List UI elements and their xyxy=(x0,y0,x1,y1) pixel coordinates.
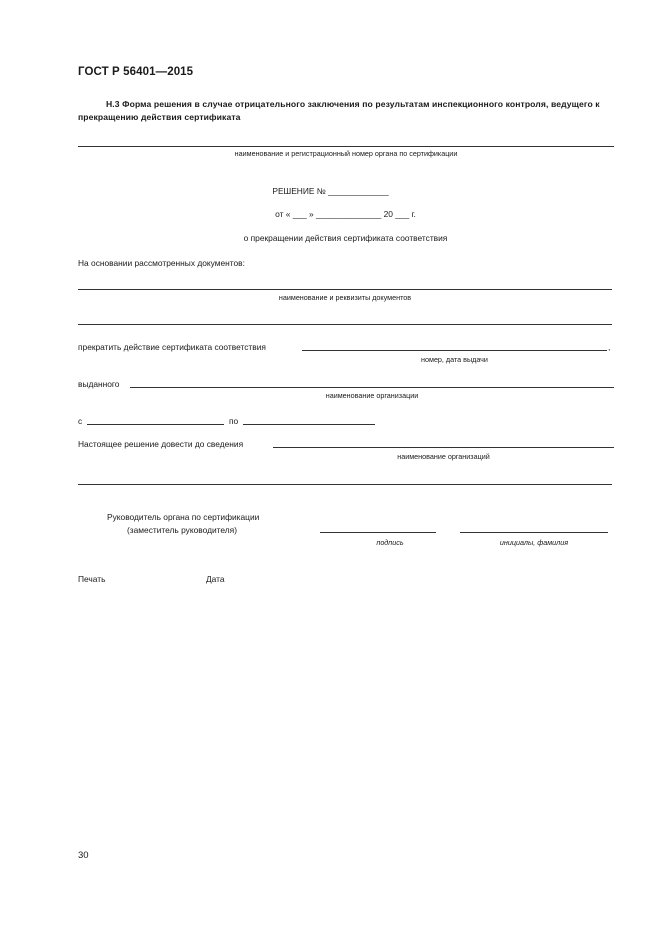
certificate-number-line xyxy=(302,350,607,351)
head-title-line1: Руководитель органа по сертификации xyxy=(107,512,260,522)
date-label: Дата xyxy=(206,574,225,584)
head-title-line2: (заместитель руководителя) xyxy=(127,525,237,535)
stamp-label: Печать xyxy=(78,574,106,584)
decision-date: от « ___ » ______________ 20 ___ г. xyxy=(275,209,416,219)
decision-subject: о прекращении действия сертификата соответствия xyxy=(243,233,448,243)
section-title xyxy=(78,98,618,123)
basis-label: На основании рассмотренных документов: xyxy=(78,258,245,268)
to-date-line xyxy=(243,424,375,425)
notify-caption: наименование организаций xyxy=(397,452,490,461)
decision-title: РЕШЕНИЕ № _____________ xyxy=(272,186,389,196)
signature-line xyxy=(320,532,436,533)
signature-caption: подпись xyxy=(376,538,404,547)
documents-caption: наименование и реквизиты документов xyxy=(278,293,412,302)
section-title-text: Н.3 Форма решения в случае отрицательного заключения по результатам инспекционного контроля, ведущего к прекращению действия сертификата xyxy=(78,99,600,122)
certification-body-line xyxy=(78,146,614,147)
notify-line-2 xyxy=(78,484,612,485)
notify-label: Настоящее решение довести до сведения xyxy=(78,439,244,449)
name-caption: инициалы, фамилия xyxy=(499,538,569,547)
terminate-caption: номер, дата выдачи xyxy=(421,355,488,364)
from-label: с xyxy=(78,416,83,426)
organization-caption: наименование организации xyxy=(325,391,419,400)
notify-organizations-line xyxy=(273,447,614,448)
document-code: ГОСТ Р 56401—2015 xyxy=(78,66,194,78)
name-line xyxy=(460,532,608,533)
terminate-comma: , xyxy=(608,342,611,352)
issued-label: выданного xyxy=(78,379,120,389)
certification-body-caption: наименование и регистрационный номер органа по сертификации xyxy=(234,149,458,158)
documents-line-2 xyxy=(78,324,612,325)
documents-line xyxy=(78,289,612,290)
from-date-line xyxy=(87,424,224,425)
page-number: 30 xyxy=(78,850,89,861)
organization-line xyxy=(130,387,614,388)
terminate-label: прекратить действие сертификата соответствия xyxy=(78,342,266,352)
to-label: по xyxy=(229,416,239,426)
